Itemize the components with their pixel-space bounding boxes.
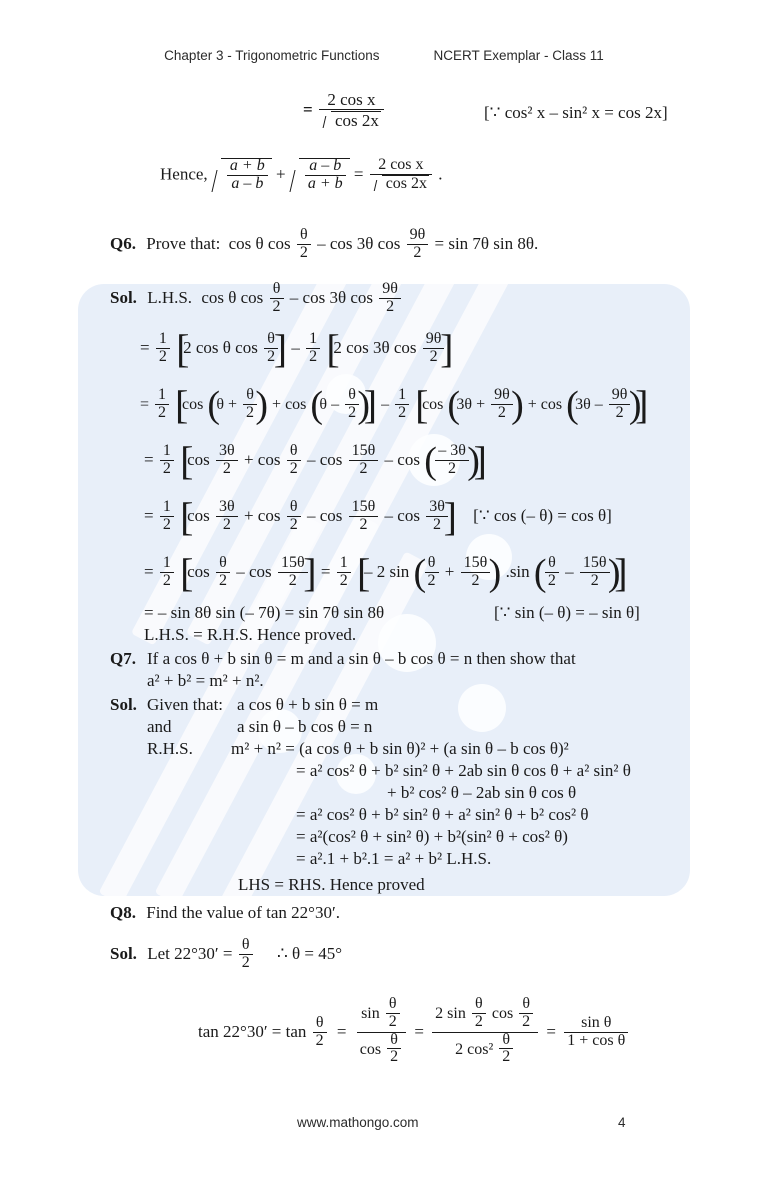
fraction-numerator: θ (388, 995, 397, 1012)
equals-sign: = (320, 562, 331, 582)
footer-page-number: 4 (618, 1115, 626, 1130)
fraction-one-half (160, 443, 174, 478)
q6-step-4: = $\frac{1}{2}$ [ cos $\frac{3\theta}{2}$ + cos $\frac{\theta}{2}$ – cos $\frac{15\theta}{2}$ – cos $\frac{3\theta}{2}$ ] [∵ cos (– θ) = cos θ] (144, 500, 612, 535)
fraction-numerator: θ (267, 330, 275, 347)
q6-conclusion: L.H.S. = R.H.S. Hence proved. (144, 625, 357, 644)
fraction-denominator: 2 (337, 572, 351, 590)
identity-text: sin (– θ) = – sin θ (514, 603, 635, 622)
fraction-denominator: 2 (609, 404, 631, 422)
fraction-numerator: 9θ (409, 226, 426, 243)
fraction-numerator: 2 cos x (327, 90, 376, 109)
fraction-denominator: 2 (239, 954, 253, 972)
q6-step-3 (144, 444, 487, 479)
q7-rhs-label: R.H.S. (147, 739, 193, 758)
fraction-numerator: θ (241, 936, 250, 953)
q8-tan-half-angle-derivation (198, 995, 630, 1068)
minus-2-sin-label: – 2 sin (363, 562, 410, 582)
fraction-denominator: 2 (160, 460, 174, 478)
q6-term-2: – cos 3θ cos (317, 234, 401, 254)
q6-term-1: cos θ cos (228, 234, 291, 254)
q8-expression-lead: tan 22°30′ = tan (198, 1022, 307, 1041)
fraction-sin-half-over-cos-half (357, 997, 406, 1067)
fraction-3theta-over-2 (216, 499, 238, 534)
fraction-denominator: a + b (305, 175, 346, 193)
fraction-denominator: 1 + cos θ (564, 1032, 628, 1050)
fraction-denominator: 2 (287, 516, 301, 534)
cos-label: cos (187, 562, 210, 582)
minus-sign: – (381, 395, 390, 413)
plus-sign: + (527, 395, 537, 413)
fraction-numerator: θ (246, 386, 254, 403)
fraction-numerator (357, 997, 406, 1032)
plus-sign: + (444, 562, 455, 582)
identity-note-cos2x: [∵ cos² x – sin² x = cos 2x] (484, 103, 668, 122)
question-number: Q8. (110, 903, 136, 922)
fraction-numerator (432, 997, 538, 1032)
paren-term: 3θ – (575, 395, 603, 413)
fraction-numerator: 9θ (494, 386, 510, 403)
fraction-numerator: 15θ (351, 442, 376, 459)
because-symbol: ∵ (489, 103, 501, 122)
question-number: Q7. (110, 649, 136, 668)
q7-conclusion: LHS = RHS. Hence proved (238, 875, 425, 894)
fraction-numerator: θ (289, 442, 298, 459)
equals-sign: = (336, 1022, 347, 1041)
cos-label: cos (257, 450, 281, 470)
fraction-denominator (370, 174, 432, 193)
fraction-theta-over-2 (387, 1032, 401, 1067)
fraction-theta-over-2 (313, 1015, 327, 1050)
fraction-denominator: 2 (499, 1048, 513, 1066)
equals-sign: = (144, 506, 154, 526)
hence-result-line (160, 158, 443, 194)
fraction-denominator (319, 109, 384, 130)
fraction-one-half (155, 387, 169, 422)
q6-step1-term-b: 2 cos 3θ cos (333, 338, 417, 358)
fraction-denominator: 2 (407, 244, 429, 262)
fraction-denominator: a – b (227, 175, 268, 193)
fraction-numerator: 15θ (463, 554, 488, 571)
fraction-theta-over-2 (270, 281, 284, 316)
bracket-group (180, 500, 457, 535)
equals-sign: = (144, 562, 154, 582)
equals-sign: = (140, 395, 150, 413)
because-symbol: ∵ (499, 603, 511, 622)
q7-given-label: Given that: (147, 695, 224, 714)
fraction-numerator: a + b (229, 157, 265, 174)
fraction-denominator: 2 (264, 348, 278, 366)
fraction-denominator: 2 (472, 1013, 486, 1031)
fraction-denominator: 2 (395, 404, 409, 422)
plus-sign: + (275, 164, 286, 184)
fraction-denominator: 2 (160, 516, 174, 534)
identity-text: cos² x – sin² x = cos 2x (504, 103, 662, 122)
fraction-numerator: ( – 3θ (438, 442, 466, 459)
q7-given-equation-1: a cos θ + b sin θ = m (237, 695, 379, 714)
q7-and-label: and (147, 717, 172, 736)
sqrt-radical-icon (373, 175, 429, 193)
continued-equation (303, 92, 386, 130)
q7-derivation-line-5: = a²(cos² θ + sin² θ) + b²(sin² θ + cos² θ) (296, 827, 568, 846)
paren-group (207, 388, 268, 423)
cos-label: cos (249, 562, 272, 582)
question-7-statement-line-1: If a cos θ + b sin θ = m and a sin θ – b cos θ = n then show that (147, 649, 576, 668)
paren-term: θ – (319, 395, 340, 413)
question-6-statement (110, 228, 538, 263)
sin-label: sin (361, 1004, 380, 1022)
fraction-theta-over-2 (425, 555, 439, 590)
paren-term: θ + (216, 395, 238, 413)
let-statement: Let 22°30′ = (147, 944, 233, 964)
q6-term-2: – cos 3θ cos (289, 288, 373, 308)
fraction-denominator: 2 (160, 572, 174, 590)
header-chapter: Chapter 3 - Trigonometric Functions (164, 48, 380, 63)
fraction-denominator: 2 (461, 572, 491, 590)
fraction-theta-over-2 (264, 331, 278, 366)
q7-derivation-line-2: = a² cos² θ + b² sin² θ + 2ab sin θ cos θ + a² sin² θ (296, 761, 631, 780)
cos-label: cos (319, 450, 343, 470)
fraction-theta-over-2 (216, 555, 230, 590)
fraction-denominator: 2 (297, 244, 311, 262)
equals-sign: = (144, 450, 154, 470)
fraction-15theta-over-2 (349, 443, 379, 478)
cos-label: cos (182, 395, 204, 413)
solution-label: Sol. (110, 695, 137, 714)
fraction-one-half (337, 555, 351, 590)
q7-given-equation-2: a sin θ – b cos θ = n (237, 717, 373, 736)
fraction-15theta-over-2 (461, 555, 491, 590)
two-cos-squared-label: 2 cos² (455, 1040, 494, 1058)
fraction-denominator: 2 (345, 404, 359, 422)
fraction-theta-over-2 (472, 996, 486, 1031)
fraction-3theta-over-2 (426, 499, 448, 534)
radicand (301, 158, 350, 194)
cos-label: cos (257, 506, 281, 526)
plus-sign: + (243, 506, 254, 526)
fraction-9theta-over-2 (609, 387, 631, 422)
fraction-numerator: 3θ (429, 498, 445, 515)
fraction-a-plus-b-over-a-minus-b (227, 158, 268, 193)
fraction-denominator: 2 (426, 516, 448, 534)
q6-step-2 (140, 388, 648, 423)
fraction-numerator: 9θ (425, 330, 442, 347)
fraction-denominator: 2 (423, 348, 445, 366)
sin-label: .sin (505, 562, 530, 582)
fraction-numerator: sin θ (581, 1013, 612, 1031)
fraction-9theta-over-2 (407, 227, 429, 262)
fraction-15theta-over-2 (278, 555, 308, 590)
sqrt-radical-icon (290, 158, 350, 194)
fraction-theta-over-2 (243, 387, 257, 422)
fraction-numerator: θ (219, 554, 227, 571)
cos-label: cos (187, 506, 210, 526)
fraction-numerator: 1 (309, 330, 318, 347)
fraction-denominator: 2 (216, 460, 238, 478)
fraction-theta-over-2 (287, 499, 301, 534)
fraction-3theta-over-2 (216, 443, 238, 478)
q6-step-1 (140, 332, 453, 367)
fraction-theta-over-2 (287, 443, 301, 478)
fraction-numerator: 1 (162, 498, 171, 515)
fraction-denominator: 2 (306, 348, 320, 366)
cos-label: cos (285, 395, 307, 413)
bracket-group (357, 556, 628, 591)
fraction-denominator: 2 (313, 1032, 327, 1050)
fraction-denominator: 2 (243, 404, 257, 422)
radicand (223, 158, 272, 194)
fraction-one-half (395, 387, 409, 422)
fraction-numerator: θ (348, 386, 356, 403)
cos-label: cos (397, 450, 420, 470)
fraction-denominator (432, 1032, 538, 1068)
q8-solution-let-line (110, 938, 342, 973)
minus-sign: – (306, 506, 316, 526)
fraction-denominator: 2 (425, 572, 439, 590)
fraction-9theta-over-2 (423, 331, 445, 366)
cos-label: cos (397, 506, 420, 526)
paren-group (534, 556, 621, 591)
fraction-denominator: 2 (435, 460, 469, 478)
fraction-numerator: 3θ (219, 442, 235, 459)
fraction-theta-over-2 (386, 996, 400, 1031)
paren-group (424, 444, 480, 479)
fraction-denominator: 2 (155, 404, 169, 422)
question-8-statement (110, 904, 340, 921)
fraction-denominator: 2 (387, 1048, 401, 1066)
fraction-denominator: 2 (349, 460, 379, 478)
question-8-text: Find the value of tan 22°30′. (146, 903, 340, 922)
two-sin-label: 2 sin (435, 1004, 466, 1022)
equals-sign: = (353, 164, 364, 184)
fraction-denominator: 2 (545, 572, 559, 590)
fraction-denominator: 2 (386, 1013, 400, 1031)
minus-sign: – (291, 338, 300, 358)
bracket-group (415, 388, 648, 423)
period: . (438, 164, 443, 184)
fraction-theta-over-2 (345, 387, 359, 422)
fraction-numerator: 15θ (280, 554, 305, 571)
question-7-number (110, 650, 136, 667)
fraction-numerator: θ (390, 1030, 398, 1048)
minus-sign: – (306, 450, 316, 470)
bracket-group (180, 444, 487, 479)
fraction-theta-over-2 (545, 555, 559, 590)
fraction-numerator: 15θ (351, 498, 376, 515)
q6-step-6: = – sin 8θ sin (– 7θ) = sin 7θ sin 8θ (144, 603, 385, 622)
q7-derivation-line-4: = a² cos² θ + b² sin² θ + a² sin² θ + b² cos² θ (296, 805, 589, 824)
minus-sign: – (384, 450, 394, 470)
question-7-statement-line-2: a² + b² = m² + n². (147, 671, 264, 690)
cos-label: cos (359, 1040, 382, 1058)
fraction-theta-over-2 (297, 227, 311, 262)
fraction-a-minus-b-over-a-plus-b (305, 158, 346, 193)
fraction-numerator: θ (475, 995, 483, 1012)
fraction-numerator: 3θ (219, 498, 235, 515)
sqrt-radical-icon (212, 158, 272, 194)
fraction-numerator: a – b (309, 157, 342, 174)
lhs-label: L.H.S. (147, 288, 193, 308)
minus-sign: – (236, 562, 245, 582)
fraction-theta-over-2 (519, 996, 533, 1031)
q7-rhs-expansion: m² + n² = (a cos θ + b sin θ)² + (a sin θ – b cos θ)² (231, 739, 569, 758)
fraction-2cosx-over-sqrt-cos2x (319, 91, 384, 129)
cos-label: cos (319, 506, 343, 526)
paren-group (566, 388, 641, 423)
solution-label: Sol. (110, 944, 137, 964)
q6-term-1: cos θ cos (201, 288, 264, 308)
fraction-numerator: 1 (162, 554, 171, 571)
fraction-result (370, 157, 432, 193)
cos-label: cos (187, 450, 210, 470)
fraction-numerator: θ (522, 995, 530, 1012)
paren-group (447, 388, 523, 423)
radicand: cos 2x (385, 174, 428, 192)
fraction-numerator: θ (272, 280, 281, 297)
fraction-denominator: 2 (379, 298, 401, 316)
sqrt-radical-icon (322, 111, 381, 130)
fraction-negative-3theta-over-2 (435, 443, 469, 478)
plus-sign: + (272, 395, 282, 413)
fraction-numerator: 1 (398, 386, 407, 403)
fraction-denominator: 2 (278, 572, 308, 590)
footer-website: www.mathongo.com (297, 1115, 419, 1130)
equals-sign: = (140, 338, 150, 358)
paren-group (310, 388, 370, 423)
equals-sign: = (303, 100, 313, 120)
fraction-denominator: 2 (580, 572, 610, 590)
solution-label: Sol. (110, 288, 137, 308)
fraction-one-half (160, 499, 174, 534)
q6-rhs: = sin 7θ sin 8θ. (434, 234, 539, 254)
fraction-sin-over-one-plus-cos (564, 1015, 628, 1050)
theta-value: ∴ θ = 45° (276, 944, 343, 964)
fraction-theta-over-2 (499, 1032, 513, 1067)
fraction-numerator: 2 cos x (378, 156, 424, 173)
equals-sign: = (546, 1022, 557, 1041)
bracket-group (326, 332, 453, 367)
fraction-numerator: θ (300, 226, 308, 243)
fraction-numerator: ( θ (427, 554, 436, 571)
fraction-denominator: 2 (156, 348, 170, 366)
fraction-numerator: 1 (162, 442, 171, 459)
fraction-denominator: 2 (287, 460, 301, 478)
q6-step1-term-a: 2 cos θ cos (183, 338, 258, 358)
fraction-numerator: 9θ (611, 386, 628, 403)
fraction-9theta-over-2 (379, 281, 401, 316)
fraction-9theta-over-2 (491, 387, 513, 422)
paren-term: 3θ + (456, 395, 486, 413)
fraction-15theta-over-2 (580, 555, 610, 590)
bracket-group (175, 388, 377, 423)
fraction-double-angle (432, 997, 538, 1067)
fraction-one-half (160, 555, 174, 590)
plus-sign: + (243, 450, 254, 470)
fraction-numerator: 1 (158, 386, 167, 403)
bracket-group (176, 332, 287, 367)
q7-derivation-line-3: + b² cos² θ – 2ab sin θ cos θ (387, 783, 577, 802)
fraction-numerator: 15θ (582, 554, 607, 571)
question-number: Q6. (110, 234, 136, 254)
bracket-group (180, 556, 317, 591)
equals-sign: = (414, 1022, 424, 1041)
fraction-numerator: θ (502, 1030, 511, 1048)
fraction-numerator: θ (315, 1013, 324, 1031)
fraction-denominator: 2 (270, 298, 284, 316)
because-symbol: ∵ (478, 506, 490, 526)
fraction-numerator: 9θ (382, 280, 398, 297)
radicand: cos 2x (334, 110, 379, 130)
sin-odd-identity-note: [∵ sin (– θ) = – sin θ] (494, 603, 640, 622)
cos-label: cos (540, 395, 563, 413)
q7-solution-label (110, 696, 137, 713)
fraction-one-half (306, 331, 320, 366)
fraction-one-half (156, 331, 170, 366)
fraction-numerator: ( θ (548, 554, 556, 571)
paren-group (414, 556, 502, 591)
cos-even-identity: cos (– θ) = cos θ (493, 506, 607, 526)
fraction-numerator: 1 (158, 330, 167, 347)
cos-label: cos (422, 395, 444, 413)
q7-derivation-line-6: = a².1 + b².1 = a² + b² L.H.S. (296, 849, 492, 868)
page-header (0, 48, 768, 63)
fraction-theta-over-2 (239, 937, 253, 972)
fraction-denominator: 2 (349, 516, 379, 534)
fraction-15theta-over-2 (349, 499, 379, 534)
fraction-denominator: 2 (519, 1013, 533, 1031)
fraction-numerator: 1 (339, 554, 348, 571)
hence-label: Hence, (160, 164, 208, 184)
prove-that-label: Prove that: (146, 234, 221, 254)
q6-solution-lhs-line (110, 282, 403, 317)
minus-sign: – (565, 562, 574, 582)
fraction-denominator (357, 1032, 406, 1068)
fraction-numerator: θ (289, 498, 298, 515)
header-book: NCERT Exemplar - Class 11 (433, 48, 604, 63)
minus-sign: – (384, 506, 394, 526)
q6-step-5 (144, 556, 628, 591)
fraction-denominator: 2 (216, 516, 238, 534)
cos-label: cos (491, 1004, 514, 1022)
fraction-denominator: 2 (491, 404, 513, 422)
fraction-denominator: 2 (216, 572, 230, 590)
